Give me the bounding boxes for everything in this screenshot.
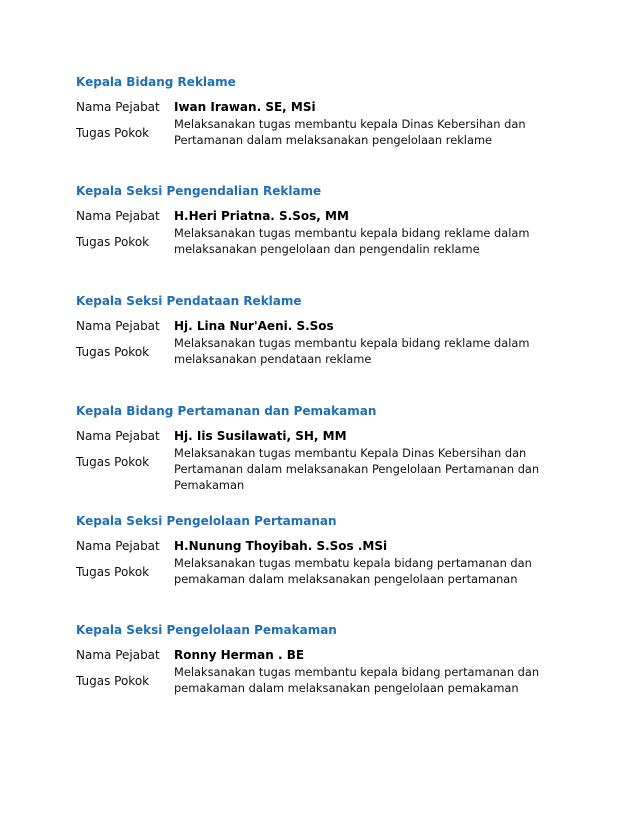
official-name-label: Nama Pejabat — [76, 648, 160, 662]
official-name-row — [76, 98, 576, 116]
section-title: Kepala Seksi Pendataan Reklame — [76, 294, 302, 308]
main-task-value: Melaksanakan tugas membantu kepala bidang reklame dalam melaksanakan pengelolaan dan pengendalin reklame — [174, 226, 530, 256]
main-task-row — [76, 664, 576, 698]
official-name-value: Iwan Irawan. SE, MSi — [174, 100, 316, 114]
section-title: Kepala Bidang Pertamanan dan Pemakaman — [76, 404, 377, 418]
official-name-row — [76, 317, 576, 335]
main-task-label: Tugas Pokok — [76, 235, 150, 249]
official-name-value: Hj. Lina Nur'Aeni. S.Sos — [174, 319, 334, 333]
main-task-row — [76, 555, 576, 589]
main-task-row — [76, 445, 576, 492]
main-task-value: Melaksanakan tugas membatu kepala bidang pertamanan dan pemakaman dalam melaksanakan pengelolaan pertamanan — [174, 556, 532, 586]
official-name-row — [76, 207, 576, 225]
main-task-row — [76, 225, 576, 259]
main-task-value: Melaksanakan tugas membantu kepala bidang pertamanan dan pemakaman dalam melaksanakan pengelolaan pemakaman — [174, 665, 540, 695]
official-name-label: Nama Pejabat — [76, 209, 160, 223]
section-kepala-seksi-pengelolaan-pemakaman — [76, 622, 576, 695]
official-name-label: Nama Pejabat — [76, 429, 160, 443]
section-title: Kepala Bidang Reklame — [76, 75, 236, 89]
section-title: Kepala Seksi Pengelolaan Pemakaman — [76, 623, 337, 637]
main-task-label: Tugas Pokok — [76, 565, 150, 579]
main-task-value: Melaksanakan tugas membantu kepala bidang reklame dalam melaksanakan pendataan reklame — [174, 336, 530, 366]
official-name-value: Hj. Iis Susilawati, SH, MM — [174, 429, 347, 443]
official-name-value: H.Nunung Thoyibah. S.Sos .MSi — [174, 539, 388, 553]
official-name-label: Nama Pejabat — [76, 539, 160, 553]
section-kepala-seksi-pengelolaan-pertamanan — [76, 513, 576, 586]
main-task-value: Melaksanakan tugas membantu Kepala Dinas Kebersihan dan Pertamanan dalam melaksanakan Pengelolaan Pertamanan dan Pemakaman — [174, 446, 540, 492]
official-name-label: Nama Pejabat — [76, 319, 160, 333]
official-name-value: Ronny Herman . BE — [174, 648, 305, 662]
official-name-label: Nama Pejabat — [76, 100, 160, 114]
official-name-row — [76, 537, 576, 555]
section-kepala-seksi-pendataan-reklame — [76, 293, 576, 366]
section-kepala-seksi-pengendalian-reklame — [76, 183, 576, 256]
main-task-row — [76, 116, 576, 150]
main-task-label: Tugas Pokok — [76, 345, 150, 359]
main-task-label: Tugas Pokok — [76, 126, 150, 140]
main-task-row — [76, 335, 576, 369]
official-name-row — [76, 427, 576, 445]
section-title: Kepala Seksi Pengelolaan Pertamanan — [76, 514, 337, 528]
section-title: Kepala Seksi Pengendalian Reklame — [76, 184, 322, 198]
official-name-value: H.Heri Priatna. S.Sos, MM — [174, 209, 349, 223]
main-task-label: Tugas Pokok — [76, 674, 150, 688]
main-task-value: Melaksanakan tugas membantu kepala Dinas Kebersihan dan Pertamanan dalam melaksanakan pengelolaan reklame — [174, 117, 526, 147]
section-kepala-bidang-reklame — [76, 74, 576, 147]
main-task-label: Tugas Pokok — [76, 455, 150, 469]
official-name-row — [76, 646, 576, 664]
section-kepala-bidang-pertamanan-pemakaman — [76, 403, 576, 492]
